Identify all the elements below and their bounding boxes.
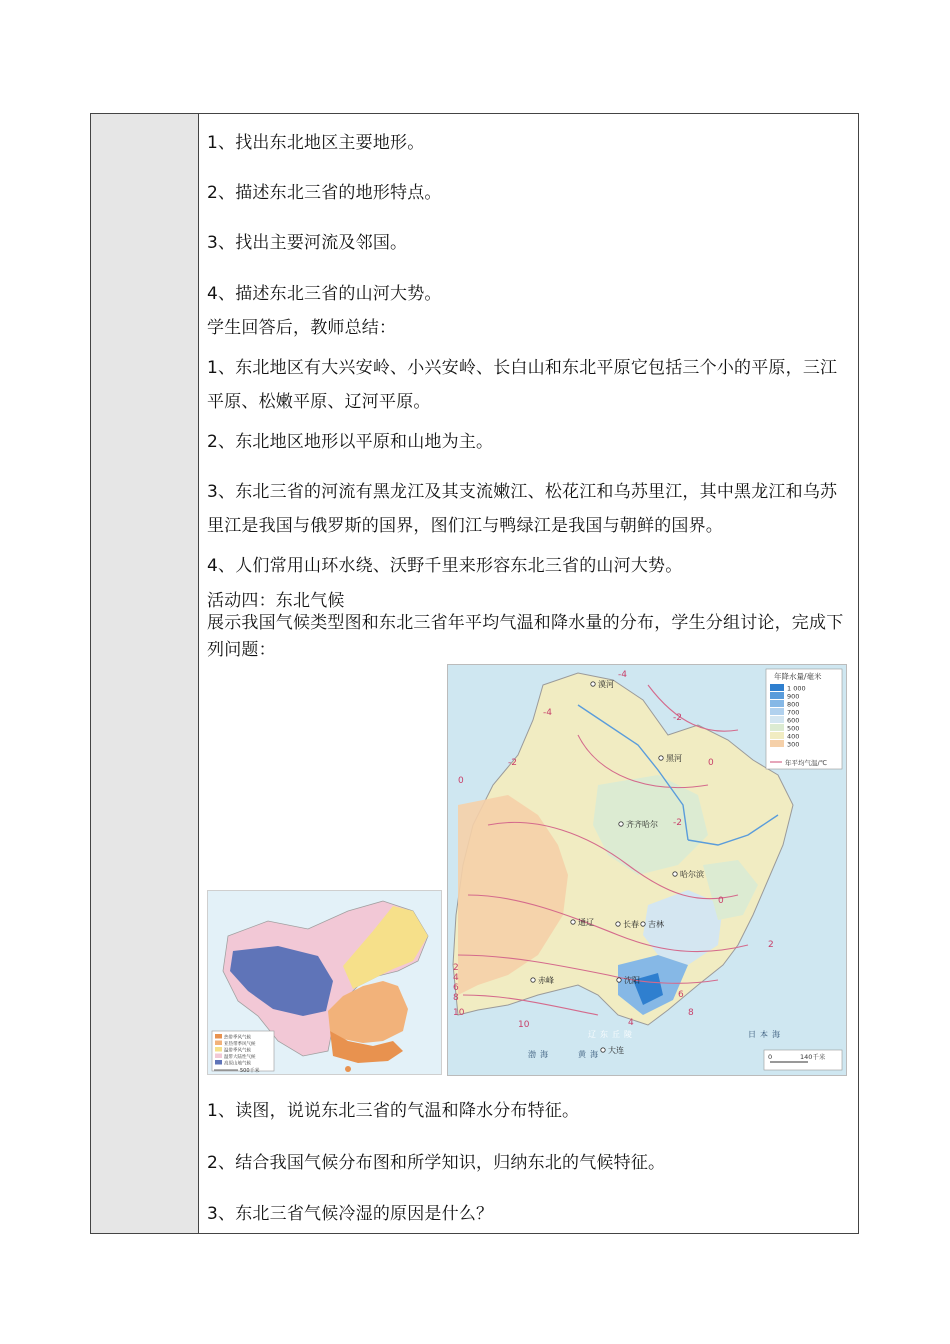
isotherm-value: 2 xyxy=(768,940,774,950)
lesson-table xyxy=(90,113,859,1234)
region-label: 黄海 xyxy=(578,1050,602,1059)
label-column xyxy=(91,114,199,1233)
city-marker xyxy=(616,922,620,926)
isotherm-value: 6 xyxy=(453,983,459,993)
legend-value: 900 xyxy=(787,692,800,701)
isotherm-value: 6 xyxy=(678,990,684,1000)
legend-label: 高原山地气候 xyxy=(224,1061,251,1067)
isotherm-value: 4 xyxy=(453,973,459,983)
city-label: 漠河 xyxy=(598,680,614,689)
city-label: 吉林 xyxy=(648,920,664,929)
region-label: 日本海 xyxy=(748,1030,784,1039)
isotherm-value: -2 xyxy=(508,758,517,768)
task-item-4: 4、描述东北三省的山河大势。 xyxy=(207,284,442,304)
city-label: 齐齐哈尔 xyxy=(626,820,658,829)
legend-swatch xyxy=(770,692,784,699)
city-marker xyxy=(531,978,535,982)
legend-swatch xyxy=(770,716,784,723)
activity-description: 展示我国气候类型图和东北三省年平均气温和降水量的分布，学生分组讨论，完成下列问题： xyxy=(207,613,844,660)
isotherm-value: 8 xyxy=(453,993,459,1003)
china-climate-map xyxy=(207,890,442,1075)
isotherm-legend-label: 年平均气温/℃ xyxy=(785,759,827,767)
city-marker xyxy=(659,756,663,760)
legend-swatch xyxy=(215,1060,222,1065)
scale-zero: 0 xyxy=(768,1053,773,1061)
isotherm-value: 10 xyxy=(518,1020,530,1030)
question-2: 2、结合我国气候分布图和所学知识，归纳东北的气候特征。 xyxy=(207,1153,666,1173)
summary-item-2: 2、东北地区地形以平原和山地为主。 xyxy=(207,432,494,452)
region-label: 辽东丘陵 xyxy=(588,1030,636,1039)
legend-swatch xyxy=(770,708,784,715)
legend-value: 500 xyxy=(787,724,800,733)
legend-title: 年降水量/毫米 xyxy=(774,672,822,681)
task-item-2: 2、描述东北三省的地形特点。 xyxy=(207,183,442,203)
legend-value: 1 000 xyxy=(787,684,806,693)
city-label: 长春 xyxy=(623,920,639,929)
legend-value: 600 xyxy=(787,716,800,725)
legend-swatch xyxy=(770,732,784,739)
city-marker xyxy=(641,922,645,926)
legend-swatch xyxy=(215,1047,222,1052)
city-marker xyxy=(591,682,595,686)
scale-label: 500千米 xyxy=(240,1068,260,1074)
summary-item-3: 3、东北三省的河流有黑龙江及其支流嫩江、松花江和乌苏里江，其中黑龙江和乌苏里江是我国与俄罗斯的国界，图们江与鸭绿江是我国与朝鲜的国界。 xyxy=(207,482,838,536)
legend-swatch xyxy=(770,700,784,707)
region-label: 渤海 xyxy=(528,1050,552,1059)
isotherm-value: -4 xyxy=(543,708,552,718)
northeast-climate-map xyxy=(447,664,847,1076)
legend-swatch xyxy=(770,684,784,691)
isotherm-value: 0 xyxy=(458,776,464,786)
legend-label: 温带大陆性气候 xyxy=(224,1055,256,1060)
question-3: 3、东北三省气候冷湿的原因是什么？ xyxy=(207,1204,494,1224)
legend-swatch xyxy=(215,1034,222,1039)
city-label: 大连 xyxy=(608,1046,624,1055)
isotherm-value: 0 xyxy=(718,896,724,906)
city-marker xyxy=(673,872,677,876)
city-label: 赤峰 xyxy=(538,976,554,985)
task-item-1: 1、找出东北地区主要地形。 xyxy=(207,133,425,153)
isotherm-value: 8 xyxy=(688,1008,694,1018)
isotherm-value: -2 xyxy=(673,818,682,828)
legend-swatch xyxy=(770,740,784,747)
city-label: 黑河 xyxy=(666,754,682,763)
summary-item-1: 1、东北地区有大兴安岭、小兴安岭、长白山和东北平原它包括三个小的平原，三江平原、松嫩平原、辽河平原。 xyxy=(207,358,838,412)
legend-label: 温带季风气候 xyxy=(224,1048,251,1054)
summary-item-4: 4、人们常用山环水绕、沃野千里来形容东北三省的山河大势。 xyxy=(207,556,683,576)
summary-intro: 学生回答后，教师总结： xyxy=(207,318,397,338)
isotherm-value: -2 xyxy=(673,713,682,723)
legend-value: 700 xyxy=(787,708,800,717)
isotherm-value: 10 xyxy=(453,1008,465,1018)
city-marker xyxy=(617,978,621,982)
city-label: 沈阳 xyxy=(624,976,640,985)
city-marker xyxy=(571,920,575,924)
task-item-3: 3、找出主要河流及邻国。 xyxy=(207,233,408,253)
legend-value: 800 xyxy=(787,700,800,709)
legend-swatch xyxy=(770,724,784,731)
city-label: 哈尔滨 xyxy=(680,870,704,879)
city-marker xyxy=(619,822,623,826)
isotherm-value: -4 xyxy=(618,670,627,680)
isotherm-value: 0 xyxy=(708,758,714,768)
legend-label: 亚热带季风气候 xyxy=(224,1042,256,1047)
legend-value: 400 xyxy=(787,732,800,741)
isotherm-value: 2 xyxy=(453,963,459,973)
activity-title: 活动四：东北气候 xyxy=(207,591,345,611)
legend-value: 300 xyxy=(787,740,800,749)
isotherm-value: 4 xyxy=(628,1018,634,1028)
city-label: 通辽 xyxy=(578,918,594,927)
legend-swatch xyxy=(215,1041,222,1046)
legend-label: 热带季风气候 xyxy=(224,1035,251,1041)
legend-swatch xyxy=(215,1054,222,1059)
question-1: 1、读图，说说东北三省的气温和降水分布特征。 xyxy=(207,1101,580,1121)
figures xyxy=(207,662,853,1082)
scale-label: 140千米 xyxy=(800,1053,826,1061)
